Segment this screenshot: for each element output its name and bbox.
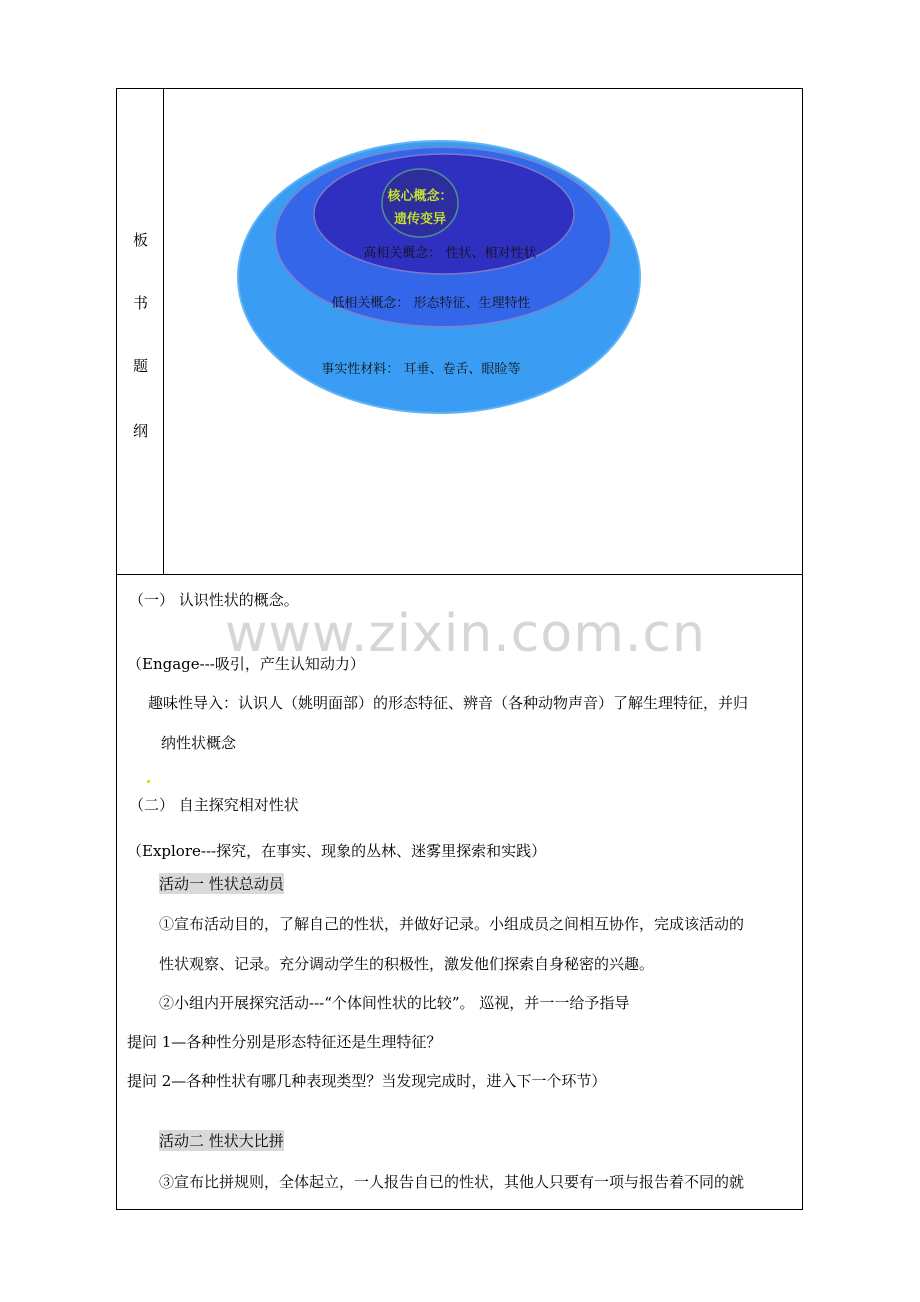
section-heading: （二） 自主探究相对性状 bbox=[129, 796, 299, 814]
paragraph: ②小组内开展探究活动---“个体间性状的比较”。 巡视，并一一给予指导 bbox=[159, 994, 630, 1012]
label-char: 纲 bbox=[132, 422, 148, 440]
paragraph: ③宣布比拼规则，全体起立，一人报告自已的性状，其他人只要有一项与报告着不同的就 bbox=[159, 1173, 745, 1191]
paragraph: ①宣布活动目的，了解自己的性状，并做好记录。小组成员之间相互协作，完成该活动的 bbox=[159, 915, 745, 933]
watermark: www.zixin.com.cn bbox=[225, 604, 706, 664]
activity-heading: 活动一 性状总动员 bbox=[159, 875, 284, 893]
label-char: 板 bbox=[132, 231, 148, 249]
question: 提问 1—各种性分别是形态特征还是生理特征？ bbox=[127, 1033, 442, 1051]
phase-note: （Explore---探究，在事实、现象的丛林、迷雾里探索和实践） bbox=[127, 842, 547, 860]
phase-note: （Engage---吸引，产生认知动力） bbox=[127, 655, 365, 673]
activity-heading: 活动二 性状大比拼 bbox=[159, 1132, 284, 1150]
question: 提问 2—各种性状有哪几种表现类型？当发现完成时，进入下一个环节） bbox=[127, 1072, 607, 1090]
paragraph: 趣味性导入：认识人（姚明面部）的形态特征、辨音（各种动物声音）了解生理特征，并归 bbox=[148, 694, 749, 712]
fact-label: 事实性材料： 耳垂、卷舌、眼睑等 bbox=[321, 362, 521, 377]
board-outline-row bbox=[117, 89, 802, 575]
label-char: 题 bbox=[132, 357, 148, 375]
concept-diagram bbox=[237, 139, 641, 415]
core-value: 遗传变异 bbox=[393, 212, 447, 227]
high-label: 高相关概念： 性状、相对性状 bbox=[363, 246, 537, 261]
label-char: 书 bbox=[132, 294, 148, 312]
marker-dot bbox=[147, 780, 150, 783]
paragraph: 纳性状概念 bbox=[161, 734, 237, 752]
lesson-content bbox=[117, 575, 802, 1211]
section-heading: （一） 认识性状的概念。 bbox=[129, 591, 299, 609]
paragraph: 性状观察、记录。充分调动学生的积极性，激发他们探索自身秘密的兴趣。 bbox=[159, 955, 655, 973]
low-label: 低相关概念： 形态特征、生理特性 bbox=[331, 296, 531, 311]
board-outline-label bbox=[117, 89, 164, 574]
core-title: 核心概念： bbox=[387, 189, 453, 204]
